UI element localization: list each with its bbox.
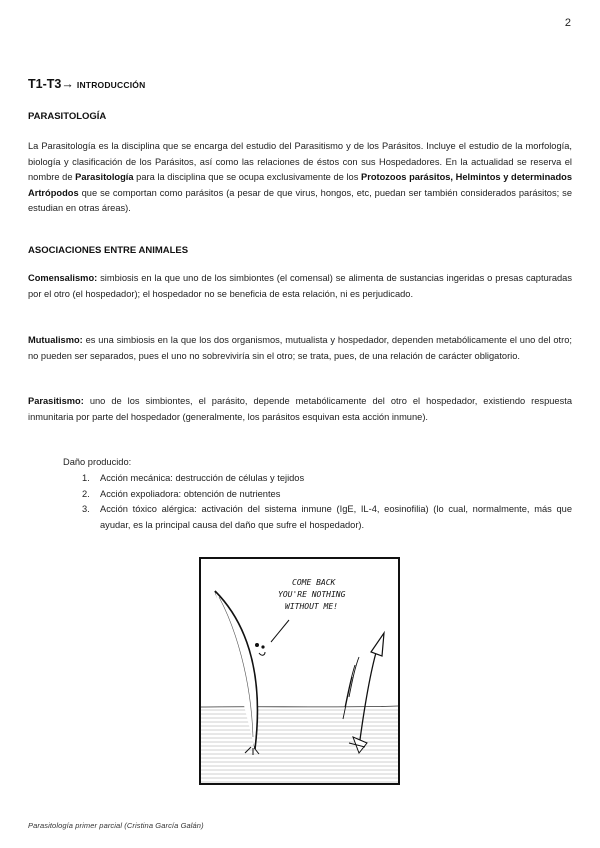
bubble-line-1: COME BACK (292, 578, 336, 587)
term-comensalismo: Comensalismo: (28, 273, 98, 283)
list-number: 1. (82, 473, 90, 483)
list-item (82, 502, 572, 533)
term-parasitismo: Parasitismo: (28, 396, 84, 406)
paragraph-comensalismo (28, 271, 572, 302)
bow-eye (255, 643, 259, 647)
list-number: 3. (82, 504, 90, 515)
footer-credit: Parasitología primer parcial (Cristina García Galán) (28, 821, 204, 830)
list-item (82, 471, 572, 487)
text-bold: Protozoos parásitos, Helmintos y determinados Artrópodos (28, 172, 573, 198)
section-heading-asociaciones: ASOCIACIONES ENTRE ANIMALES (28, 245, 189, 256)
list-text: Acción mecánica: destrucción de células y tejidos (100, 473, 305, 483)
text-run: que se comportan como parásitos (a pesar de que virus, hongos, etc, puedan ser también considerados parásitos; se estudian en otras áreas). (28, 187, 572, 214)
list-text: Acción tóxico alérgica: activación del sistema inmune (IgE, IL-4, eosinofilia) (lo cual, normalmente, más que ayudar, es la principal causa del daño que sufre el hospedador). (100, 504, 572, 530)
chapter-title: INTRODUCCIÓN (76, 80, 146, 90)
damage-list (82, 471, 572, 533)
paragraph-parasitologia (28, 139, 572, 217)
list-item (82, 487, 572, 503)
definition-mutualismo: es una simbiosis en la que los dos organismos, mutualista y hospedador, dependen metabólicamente el uno del otro; no pueden ser separados, pues el uno no sobreviviría sin el otro; se trata, pues, de una relación de carácter obligatorio. (28, 335, 572, 361)
damage-title: Daño producido: (63, 457, 132, 467)
section-heading-parasitologia: PARASITOLOGÍA (28, 111, 107, 122)
list-text: Acción expoliadora: obtención de nutrientes (100, 488, 281, 499)
bubble-line-3: WITHOUT ME! (285, 602, 338, 611)
bubble-line-2: YOU'RE NOTHING (278, 590, 346, 599)
bow-eye (261, 645, 264, 648)
parasite-cartoon (199, 557, 400, 785)
definition-parasitismo: uno de los simbiontes, el parásito, depende metabólicamente del otro el hospedador, existiendo respuesta inmunitaria por parte del hospedador (generalmente, los parásitos esquivan esta acción inmune). (28, 396, 572, 422)
text-run: La Parasitología es la disciplina que se encarga del estudio del Parasitismo y de los Parásitos. Incluye el estudio de la morfología, biología y clasificación de los Parásitos, así como las relaciones de éstos con sus Hospedadores. En la actualidad se reserva el nombre de (28, 141, 572, 183)
page-number: 2 (564, 17, 571, 29)
term-mutualismo: Mutualismo: (28, 335, 83, 345)
definition-comensalismo: simbiosis en la que uno de los simbiontes (el comensal) se alimenta de sustancias ingeridas o presas capturadas por el otro (el hospedador); el hospedador no se beneficia de esta relación, ni es perjudicado. (28, 273, 572, 299)
paragraph-mutualismo (28, 333, 572, 364)
text-bold: Parasitología (75, 172, 134, 183)
chapter-heading (28, 77, 145, 91)
list-number: 2. (82, 488, 90, 499)
text-run: para la disciplina que se ocupa exclusivamente de los (133, 172, 361, 183)
chapter-code: T1-T3 (28, 77, 62, 91)
arrow-icon: → (61, 77, 74, 91)
paragraph-parasitismo (28, 394, 572, 425)
